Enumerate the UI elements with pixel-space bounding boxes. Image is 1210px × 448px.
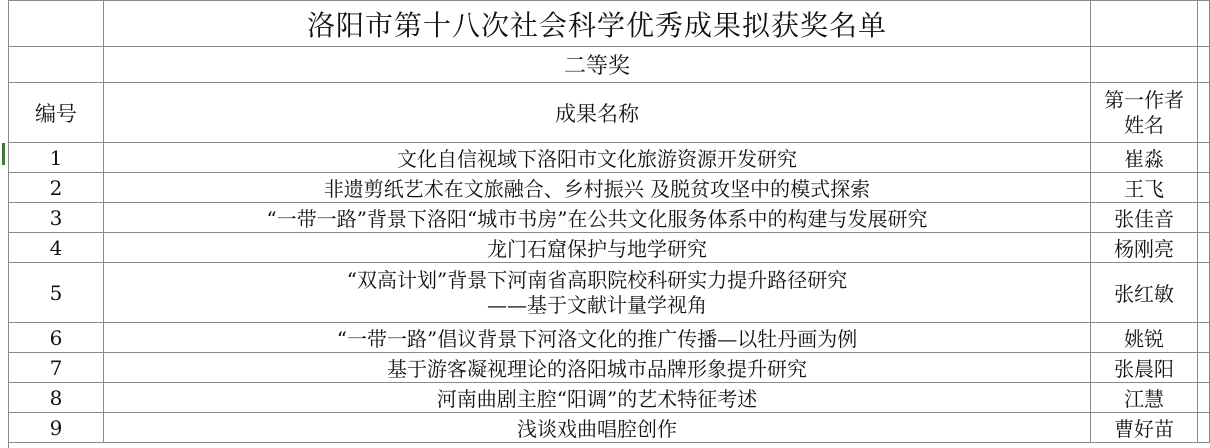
table-row bbox=[9, 263, 1210, 323]
row-author[interactable]: 江慧 bbox=[1091, 383, 1198, 413]
row-title[interactable]: 文化自信视域下洛阳市文化旅游资源开发研究 bbox=[103, 143, 1090, 173]
row-author[interactable]: 张红敏 bbox=[1091, 263, 1198, 323]
row-extra-cell[interactable] bbox=[1198, 263, 1210, 323]
title-extra-cell[interactable] bbox=[1198, 1, 1210, 47]
row-number[interactable]: 4 bbox=[9, 233, 104, 263]
table-row bbox=[9, 353, 1210, 383]
table-row bbox=[9, 143, 1210, 173]
row-number[interactable]: 8 bbox=[9, 383, 104, 413]
row-number[interactable]: 9 bbox=[9, 413, 104, 443]
row-extra-cell[interactable] bbox=[1198, 383, 1210, 413]
table-row bbox=[9, 383, 1210, 413]
row-extra-cell[interactable] bbox=[1198, 203, 1210, 233]
row-author[interactable]: 崔淼 bbox=[1091, 143, 1198, 173]
row-number[interactable]: 3 bbox=[9, 203, 104, 233]
title-right-cell[interactable] bbox=[1091, 1, 1198, 47]
row-title-line1: “双高计划”背景下河南省高职院校科研实力提升路径研究 bbox=[346, 267, 848, 292]
row-author[interactable]: 曹好苗 bbox=[1091, 413, 1198, 443]
subtitle-left-cell[interactable] bbox=[9, 47, 104, 83]
row-author[interactable]: 杨刚亮 bbox=[1091, 233, 1198, 263]
subtitle-row bbox=[9, 47, 1210, 83]
row-extra-cell[interactable] bbox=[1198, 233, 1210, 263]
active-cell-marker bbox=[2, 143, 5, 165]
row-author[interactable]: 王飞 bbox=[1091, 173, 1198, 203]
row-title[interactable]: 河南曲剧主腔“阳调”的艺术特征考述 bbox=[103, 383, 1090, 413]
row-title[interactable]: 龙门石窟保护与地学研究 bbox=[103, 233, 1090, 263]
row-number[interactable]: 6 bbox=[9, 323, 104, 353]
table-row bbox=[9, 323, 1210, 353]
table-row bbox=[9, 173, 1210, 203]
header-number[interactable]: 编号 bbox=[9, 83, 104, 143]
row-number[interactable]: 2 bbox=[9, 173, 104, 203]
row-title[interactable]: “一带一路”倡议背景下河洛文化的推广传播—以牡丹画为例 bbox=[103, 323, 1090, 353]
header-title[interactable]: 成果名称 bbox=[103, 83, 1090, 143]
row-number[interactable]: 1 bbox=[9, 143, 104, 173]
row-number[interactable]: 5 bbox=[9, 263, 104, 323]
row-title-line2: ——基于文献计量学视角 bbox=[487, 292, 707, 317]
header-author-line1: 第一作者 bbox=[1104, 87, 1185, 112]
header-author[interactable] bbox=[1091, 83, 1198, 143]
subtitle-extra-cell[interactable] bbox=[1198, 47, 1210, 83]
row-number[interactable]: 7 bbox=[9, 353, 104, 383]
row-title[interactable]: 基于游客凝视理论的洛阳城市品牌形象提升研究 bbox=[103, 353, 1090, 383]
row-title[interactable]: “一带一路”背景下洛阳“城市书房”在公共文化服务体系中的构建与发展研究 bbox=[103, 203, 1090, 233]
header-extra-cell[interactable] bbox=[1198, 83, 1210, 143]
sheet-title[interactable]: 洛阳市第十八次社会科学优秀成果拟获奖名单 bbox=[103, 1, 1090, 47]
row-extra-cell[interactable] bbox=[1198, 173, 1210, 203]
row-author[interactable]: 张晨阳 bbox=[1091, 353, 1198, 383]
row-extra-cell[interactable] bbox=[1198, 353, 1210, 383]
table-row bbox=[9, 203, 1210, 233]
table-row bbox=[9, 233, 1210, 263]
row-extra-cell[interactable] bbox=[1198, 413, 1210, 443]
row-author[interactable]: 张佳音 bbox=[1091, 203, 1198, 233]
row-title[interactable]: 浅谈戏曲唱腔创作 bbox=[103, 413, 1090, 443]
row-author[interactable]: 姚锐 bbox=[1091, 323, 1198, 353]
award-level[interactable]: 二等奖 bbox=[103, 47, 1090, 83]
row-extra-cell[interactable] bbox=[1198, 143, 1210, 173]
header-author-line2: 姓名 bbox=[1124, 112, 1165, 137]
title-row bbox=[9, 1, 1210, 47]
header-row bbox=[9, 83, 1210, 143]
table-row bbox=[9, 413, 1210, 443]
row-title[interactable] bbox=[103, 263, 1090, 323]
row-extra-cell[interactable] bbox=[1198, 323, 1210, 353]
row-title[interactable]: 非遗剪纸艺术在文旅融合、乡村振兴 及脱贫攻坚中的模式探索 bbox=[103, 173, 1090, 203]
subtitle-right-cell[interactable] bbox=[1091, 47, 1198, 83]
title-left-cell[interactable] bbox=[9, 1, 104, 47]
award-table bbox=[8, 0, 1210, 443]
